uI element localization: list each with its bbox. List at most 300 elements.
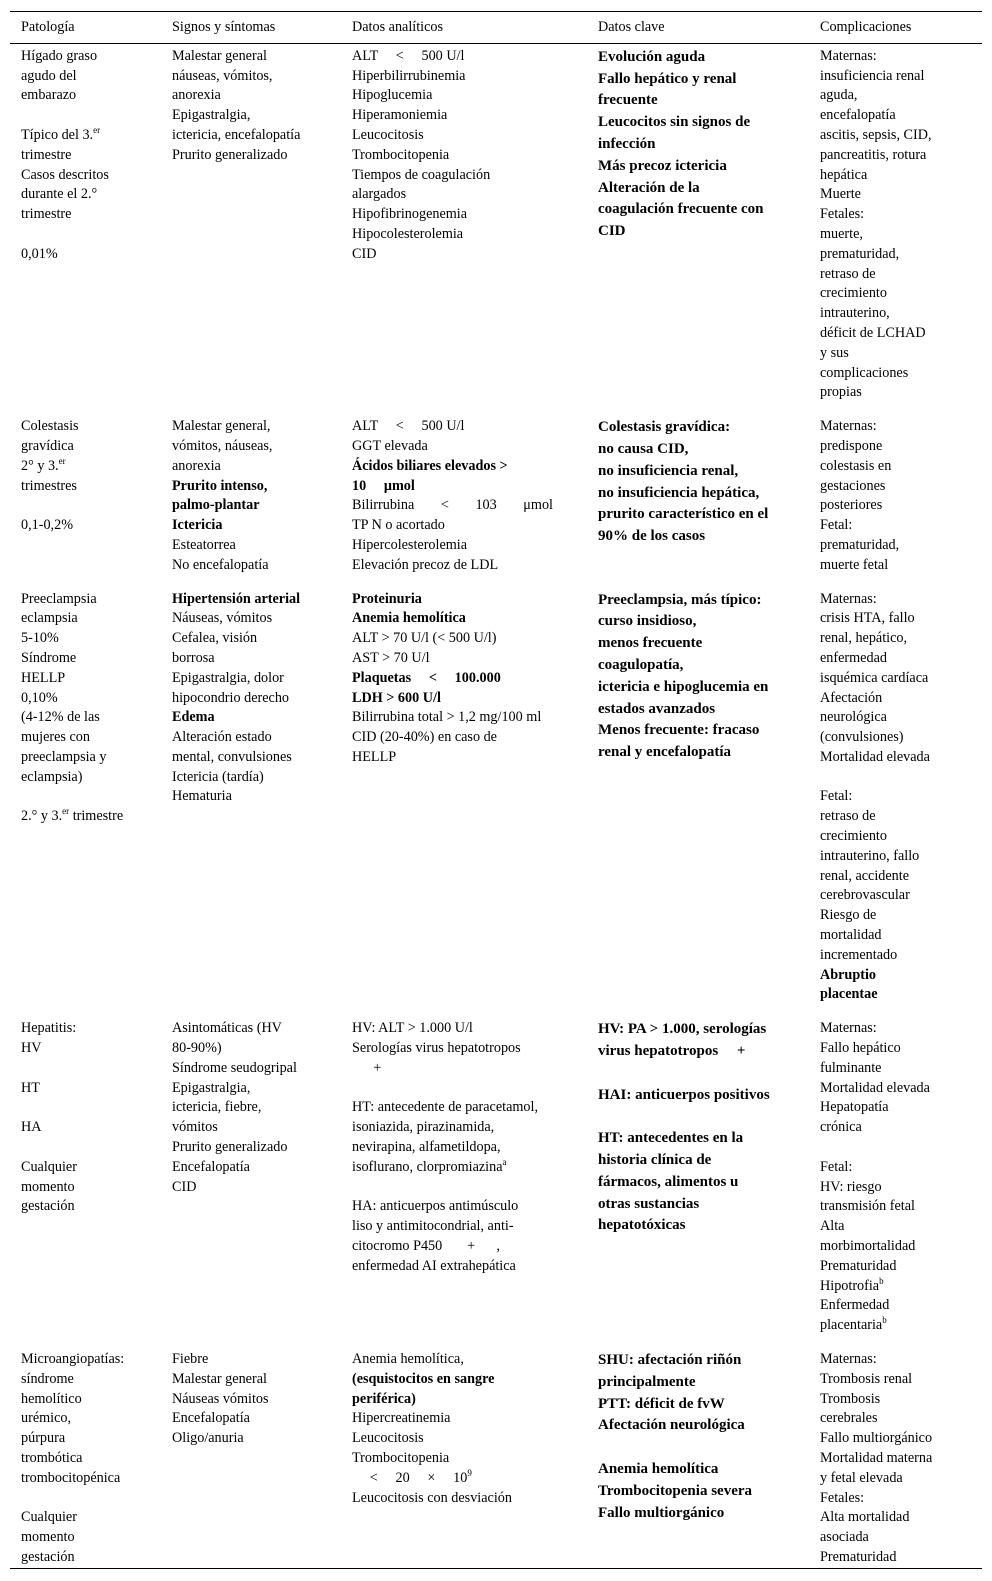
cell-datos (341, 1350, 587, 1568)
cell-line (820, 1217, 976, 1237)
cell-text: CID (598, 223, 626, 240)
cell-text: HA (21, 1119, 42, 1136)
cell-line (352, 437, 581, 457)
cell-text: Prematuridad (820, 1257, 897, 1274)
header-row (10, 12, 982, 44)
cell-text: y sus (820, 344, 849, 361)
cell-text: alargados (352, 186, 407, 203)
cell-text: Hipocolesterolemia (352, 225, 464, 242)
cell-text: Menos frecuente: fracaso (598, 722, 760, 739)
cell-text: Malestar general (172, 1370, 267, 1387)
cell-text: Malestar general (172, 47, 267, 64)
cell-text: Síndrome (21, 649, 77, 666)
cell-line (820, 1390, 976, 1410)
cell-text: Hiperamoniemia (352, 107, 448, 124)
cell-text: coagulopatía, (598, 656, 684, 673)
cell-datos (341, 43, 587, 417)
cell-line (598, 1019, 803, 1041)
cell-line (352, 1138, 581, 1158)
cell-line (820, 1019, 976, 1039)
cell-line (820, 609, 976, 629)
cell-text: Fiebre (172, 1351, 209, 1367)
cell-text: historia clínica de (598, 1152, 712, 1169)
cell-line (172, 649, 335, 669)
cell-line (21, 708, 155, 728)
cell-text: Fetales: (820, 206, 865, 223)
cell-line (172, 590, 335, 610)
cell-text: encefalopatía (820, 107, 896, 124)
cell-text: Maternas: (820, 418, 877, 435)
cell-text: hipocondrio derecho (172, 689, 290, 706)
cell-text: Casos descritos (21, 166, 109, 183)
cell-text: momento (21, 1178, 75, 1195)
cell-text: Hepatitis: (21, 1020, 77, 1037)
cell-line (820, 1350, 976, 1370)
cell-text: gestación (21, 1198, 75, 1215)
cell-line (352, 536, 581, 556)
superscript: b (882, 1315, 887, 1326)
cell-line-part: μmol (523, 497, 553, 514)
cell-text: aguda, (820, 87, 858, 104)
cell-line (352, 47, 581, 67)
cell-line (820, 1508, 976, 1528)
cell-patologia (10, 43, 161, 417)
cell-line (21, 1429, 155, 1449)
cell-text: Maternas: (820, 590, 877, 607)
cell-line (820, 1257, 976, 1277)
cell-line (598, 112, 803, 134)
cell-line (598, 742, 803, 764)
cell-line (172, 1429, 335, 1449)
cell-patologia (10, 417, 161, 589)
cell-line (598, 1194, 803, 1216)
cell-text: 2.° y 3. (21, 808, 63, 825)
cell-line (21, 1197, 155, 1217)
cell-text: ictericia, encefalopatía (172, 126, 301, 143)
cell-text: 0,01% (21, 245, 58, 262)
cell-line (21, 1178, 155, 1198)
cell-line (352, 126, 581, 146)
cell-line (352, 1217, 581, 1237)
cell-text: 0,1-0,2% (21, 517, 74, 534)
cell-line (820, 1039, 976, 1059)
cell-text: Encefalopatía (172, 1410, 250, 1427)
cell-line (598, 633, 803, 655)
cell-text: HT (21, 1079, 40, 1096)
cell-line (172, 629, 335, 649)
cell-line (352, 609, 581, 629)
cell-text: HT: antecedente de paracetamol, (352, 1099, 538, 1116)
cell-patologia (10, 1019, 161, 1350)
cell-line (172, 126, 335, 146)
superscript: er (62, 806, 70, 817)
cell-text: Fallo hepático (820, 1040, 901, 1057)
cell-line (352, 1039, 581, 1059)
cell-line (820, 1059, 976, 1079)
cell-line (820, 185, 976, 205)
cell-line (352, 146, 581, 166)
cell-line (820, 225, 976, 245)
cell-line (598, 611, 803, 633)
cell-line (21, 205, 155, 225)
cell-line (820, 1316, 976, 1336)
cell-text: enfermedad AI extrahepática (352, 1257, 516, 1274)
cell-text: posteriores (820, 497, 883, 514)
cell-line (598, 655, 803, 677)
cell-line (21, 166, 155, 186)
cell-line (352, 477, 581, 497)
superscript: er (58, 455, 66, 466)
cell-text: Trombosis renal (820, 1370, 913, 1387)
cell-signos (161, 43, 341, 417)
cell-line (352, 106, 581, 126)
cell-text: 10 μmol (352, 477, 415, 494)
cell-text: anorexia (172, 87, 221, 104)
cell-signos (161, 1019, 341, 1350)
cell-text: Leucocitosis (352, 126, 424, 143)
cell-line (820, 926, 976, 946)
cell-line (21, 516, 155, 536)
cell-text: Colestasis gravídica: (598, 419, 731, 436)
cell-text: morbimortalidad (820, 1238, 916, 1255)
cell-text: Leucocitosis (352, 1430, 424, 1447)
cell-line (820, 344, 976, 364)
cell-text: complicaciones (820, 364, 909, 381)
cell-line (820, 1296, 976, 1316)
cell-line (172, 1039, 335, 1059)
cell-text: muerte, (820, 225, 863, 242)
cell-line (352, 1059, 581, 1079)
cell-text: Leucocitosis con desviación (352, 1489, 512, 1506)
cell-line (21, 67, 155, 87)
cell-text: Anemia hemolítica (598, 1460, 719, 1477)
cell-text: palmo-plantar (172, 497, 260, 514)
cell-line (352, 1158, 581, 1178)
cell-text: HV (21, 1040, 42, 1057)
superscript: b (879, 1275, 884, 1286)
cell-line (820, 708, 976, 728)
cell-line (820, 284, 976, 304)
cell-text: Ácidos biliares elevados > (352, 457, 508, 474)
cell-text: Cualquier (21, 1509, 77, 1526)
cell-text: Asintomáticas (HV (172, 1020, 282, 1037)
cell-line (21, 1039, 155, 1059)
cell-text: Prurito generalizado (172, 146, 288, 163)
cell-text: Preeclampsia, más típico: (598, 591, 762, 608)
cell-text: HV: PA > 1.000, serologías (598, 1021, 767, 1038)
cell-text: y fetal elevada (820, 1469, 903, 1486)
superscript: er (93, 124, 101, 135)
cell-text: síndrome (21, 1370, 74, 1387)
cell-text: Encefalopatía (172, 1158, 250, 1175)
cell-line (352, 556, 581, 576)
cell-line (352, 516, 581, 536)
cell-line (598, 156, 803, 178)
cell-text: prematuridad, (820, 536, 900, 553)
cell-text: pancreatitis, rotura (820, 146, 927, 163)
cell-text: Hígado graso (21, 47, 98, 64)
cell-text: trimestre (21, 206, 72, 223)
cell-text: (esquistocitos en sangre (352, 1370, 495, 1387)
cell-line (820, 417, 976, 437)
cell-text: isoflurano, clorpromiazina (352, 1158, 503, 1175)
cell-text: Ictericia (tardía) (172, 768, 264, 785)
cell-line (820, 556, 976, 576)
cell-text: HELLP (352, 748, 397, 765)
cell-line (172, 1138, 335, 1158)
cell-line (598, 1481, 803, 1503)
cell-line (352, 205, 581, 225)
cell-line (21, 1508, 155, 1528)
cell-text: púrpura (21, 1430, 66, 1447)
cell-line (598, 1215, 803, 1237)
cell-line (598, 178, 803, 200)
cell-text: durante el 2.° (21, 186, 98, 203)
cell-line (172, 1158, 335, 1178)
cell-text: Hipofibrinogenemia (352, 206, 468, 223)
cell-line (820, 867, 976, 887)
cell-text: Fetal: (820, 517, 853, 534)
cell-line (352, 1390, 581, 1410)
cell-line (352, 1489, 581, 1509)
cell-line (820, 536, 976, 556)
cell-line (820, 629, 976, 649)
cell-line (598, 504, 803, 526)
cell-text: mortalidad (820, 927, 882, 944)
cell-line (21, 1059, 155, 1079)
cell-text: CID (172, 1178, 197, 1195)
cell-line (820, 1489, 976, 1509)
header-datos-analiticos: Datos analíticos (341, 12, 587, 44)
cell-text: Hipercreatinemia (352, 1410, 451, 1427)
cell-text: Elevación precoz de LDL (352, 556, 499, 573)
cell-text: + (352, 1059, 382, 1076)
cell-text: gravídica (21, 437, 74, 454)
cell-text: borrosa (172, 649, 215, 666)
cell-text: hepática (820, 166, 868, 183)
cell-line (820, 166, 976, 186)
cell-text: Muerte (820, 186, 861, 203)
cell-line (820, 496, 976, 516)
cell-text: prematuridad, (820, 245, 900, 262)
cell-line (172, 1098, 335, 1118)
cell-line (820, 1158, 976, 1178)
cell-text: Prematuridad (820, 1548, 897, 1565)
cell-line (172, 689, 335, 709)
cell-text: principalmente (598, 1373, 696, 1390)
cell-line (21, 225, 155, 245)
cell-text: Hepatopatía (820, 1099, 889, 1116)
cell-line (820, 205, 976, 225)
cell-text: fulminante (820, 1059, 882, 1076)
cell-line (21, 146, 155, 166)
cell-text: Hematuria (172, 788, 232, 805)
cell-text: menos frecuente (598, 635, 703, 652)
cell-line-part: 103 (475, 497, 497, 514)
cell-text: renal, accidente (820, 867, 910, 884)
cell-text: gestación (21, 1548, 75, 1565)
cell-patologia (10, 1350, 161, 1568)
cell-line (21, 185, 155, 205)
cell-text: crecimiento (820, 285, 887, 302)
cell-clave (587, 43, 809, 417)
cell-line (820, 457, 976, 477)
cell-line (21, 1138, 155, 1158)
header-complicaciones: Complicaciones (809, 12, 982, 44)
cell-text: trombótica (21, 1449, 83, 1466)
cell-line (598, 199, 803, 221)
cell-line (21, 768, 155, 788)
cell-text: Alteración de la (598, 179, 700, 196)
cell-line (820, 383, 976, 403)
cell-text: retraso de (820, 265, 876, 282)
cell-line (21, 1079, 155, 1099)
cell-line (172, 556, 335, 576)
cell-text-after: trimestre (69, 808, 124, 825)
cell-text: colestasis en (820, 457, 892, 474)
cell-line (598, 69, 803, 91)
cell-text: Mortalidad materna (820, 1449, 933, 1466)
cell-text: CID (20-40%) en caso de (352, 729, 497, 746)
cell-text: Hipercolesterolemia (352, 536, 468, 553)
cell-text: Trombocitopenia (352, 146, 450, 163)
cell-line (820, 437, 976, 457)
cell-text: periférica) (352, 1390, 416, 1407)
cell-text: gestaciones (820, 477, 886, 494)
cell-complicaciones (809, 590, 982, 1020)
cell-text: No encefalopatía (172, 556, 269, 573)
cell-line (598, 526, 803, 548)
cell-text: HA: anticuerpos antimúsculo (352, 1198, 519, 1215)
cell-line (352, 185, 581, 205)
cell-line (352, 1257, 581, 1277)
cell-line (598, 47, 803, 69)
cell-text: isquémica cardíaca (820, 669, 929, 686)
cell-line (820, 1370, 976, 1390)
cell-text: Prurito intenso, (172, 477, 268, 494)
cell-text: Náuseas vómitos (172, 1390, 269, 1407)
cell-line (820, 265, 976, 285)
superscript: 9 (467, 1467, 472, 1478)
cell-datos (341, 590, 587, 1020)
cell-text: Fetal: (820, 1158, 853, 1175)
cell-text: urémico, (21, 1410, 72, 1427)
cell-text: PTT: déficit de fvW (598, 1395, 725, 1412)
cell-text: Epigastralgia, (172, 1079, 251, 1096)
cell-text: fármacos, alimentos u (598, 1173, 739, 1190)
cell-text: Trombosis (820, 1390, 881, 1407)
cell-text: Náuseas, vómitos (172, 610, 273, 627)
cell-text: Hiperbilirrubinemia (352, 67, 466, 84)
cell-line (820, 245, 976, 265)
cell-clave (587, 1019, 809, 1350)
table-row (10, 1019, 982, 1350)
cell-text: TP N o acortado (352, 517, 445, 534)
cell-text: hepatotóxicas (598, 1217, 686, 1234)
cell-text: CID (352, 245, 377, 262)
cell-line (820, 1548, 976, 1568)
cell-text: isoniazida, pirazinamida, (352, 1119, 495, 1136)
cell-complicaciones (809, 1019, 982, 1350)
cell-line (598, 461, 803, 483)
cell-text: Alta mortalidad (820, 1509, 910, 1526)
cell-line (598, 1063, 803, 1085)
cell-line (352, 1449, 581, 1469)
cell-line (820, 146, 976, 166)
cell-line (21, 649, 155, 669)
cell-text: Alta (820, 1218, 845, 1235)
cell-line (172, 748, 335, 768)
cell-line (598, 1350, 803, 1372)
cell-text: placentaria (820, 1317, 883, 1334)
cell-line (172, 417, 335, 437)
cell-line (598, 221, 803, 243)
cell-text: Malestar general, (172, 418, 271, 435)
cell-line (820, 1237, 976, 1257)
cell-line (172, 728, 335, 748)
cell-line (820, 67, 976, 87)
cell-text: Epigastralgia, (172, 107, 251, 124)
cell-line (21, 728, 155, 748)
cell-text: AST > 70 U/l (352, 649, 430, 666)
cell-line (172, 106, 335, 126)
cell-line (21, 126, 155, 146)
cell-text: Mortalidad elevada (820, 748, 930, 765)
cell-line (820, 1429, 976, 1449)
cell-text: eclampsia (21, 610, 78, 627)
cell-text: Fallo multiorgánico (820, 1430, 933, 1447)
cell-line (352, 1118, 581, 1138)
cell-line (352, 1469, 581, 1489)
cell-line (598, 1415, 803, 1437)
cell-line (820, 787, 976, 807)
cell-text: enfermedad (820, 649, 887, 666)
cell-line (598, 1459, 803, 1481)
cell-text: Edema (172, 709, 215, 726)
cell-line (172, 1178, 335, 1198)
cell-text: ALT < 500 U/l (352, 47, 465, 64)
cell-text: estados avanzados (598, 700, 716, 717)
cell-text: propias (820, 384, 862, 401)
cell-text: Abruptio (820, 966, 876, 983)
cell-line (172, 1019, 335, 1039)
cell-text: Cefalea, visión (172, 630, 258, 647)
header-signos: Signos y síntomas (161, 12, 341, 44)
cell-line (820, 1528, 976, 1548)
cell-line (352, 1370, 581, 1390)
cell-line (21, 1449, 155, 1469)
cell-line (172, 496, 335, 516)
cell-line (352, 1409, 581, 1429)
cell-text: Microangiopatías: (21, 1351, 125, 1367)
cell-patologia (10, 590, 161, 1020)
cell-line (172, 768, 335, 788)
cell-text: HELLP (21, 669, 66, 686)
cell-text: predispone (820, 437, 883, 454)
cell-text: Evolución aguda (598, 48, 706, 65)
cell-text: Prurito generalizado (172, 1139, 288, 1156)
cell-line (352, 1237, 581, 1257)
cell-line (172, 146, 335, 166)
cell-line (172, 1079, 335, 1099)
cell-line (820, 649, 976, 669)
cell-line (21, 47, 155, 67)
cell-text: Anemia hemolítica (352, 610, 466, 627)
cell-line (352, 225, 581, 245)
cell-text: agudo del (21, 67, 77, 84)
cell-text: preeclampsia y (21, 748, 107, 765)
table-body (10, 43, 982, 1568)
